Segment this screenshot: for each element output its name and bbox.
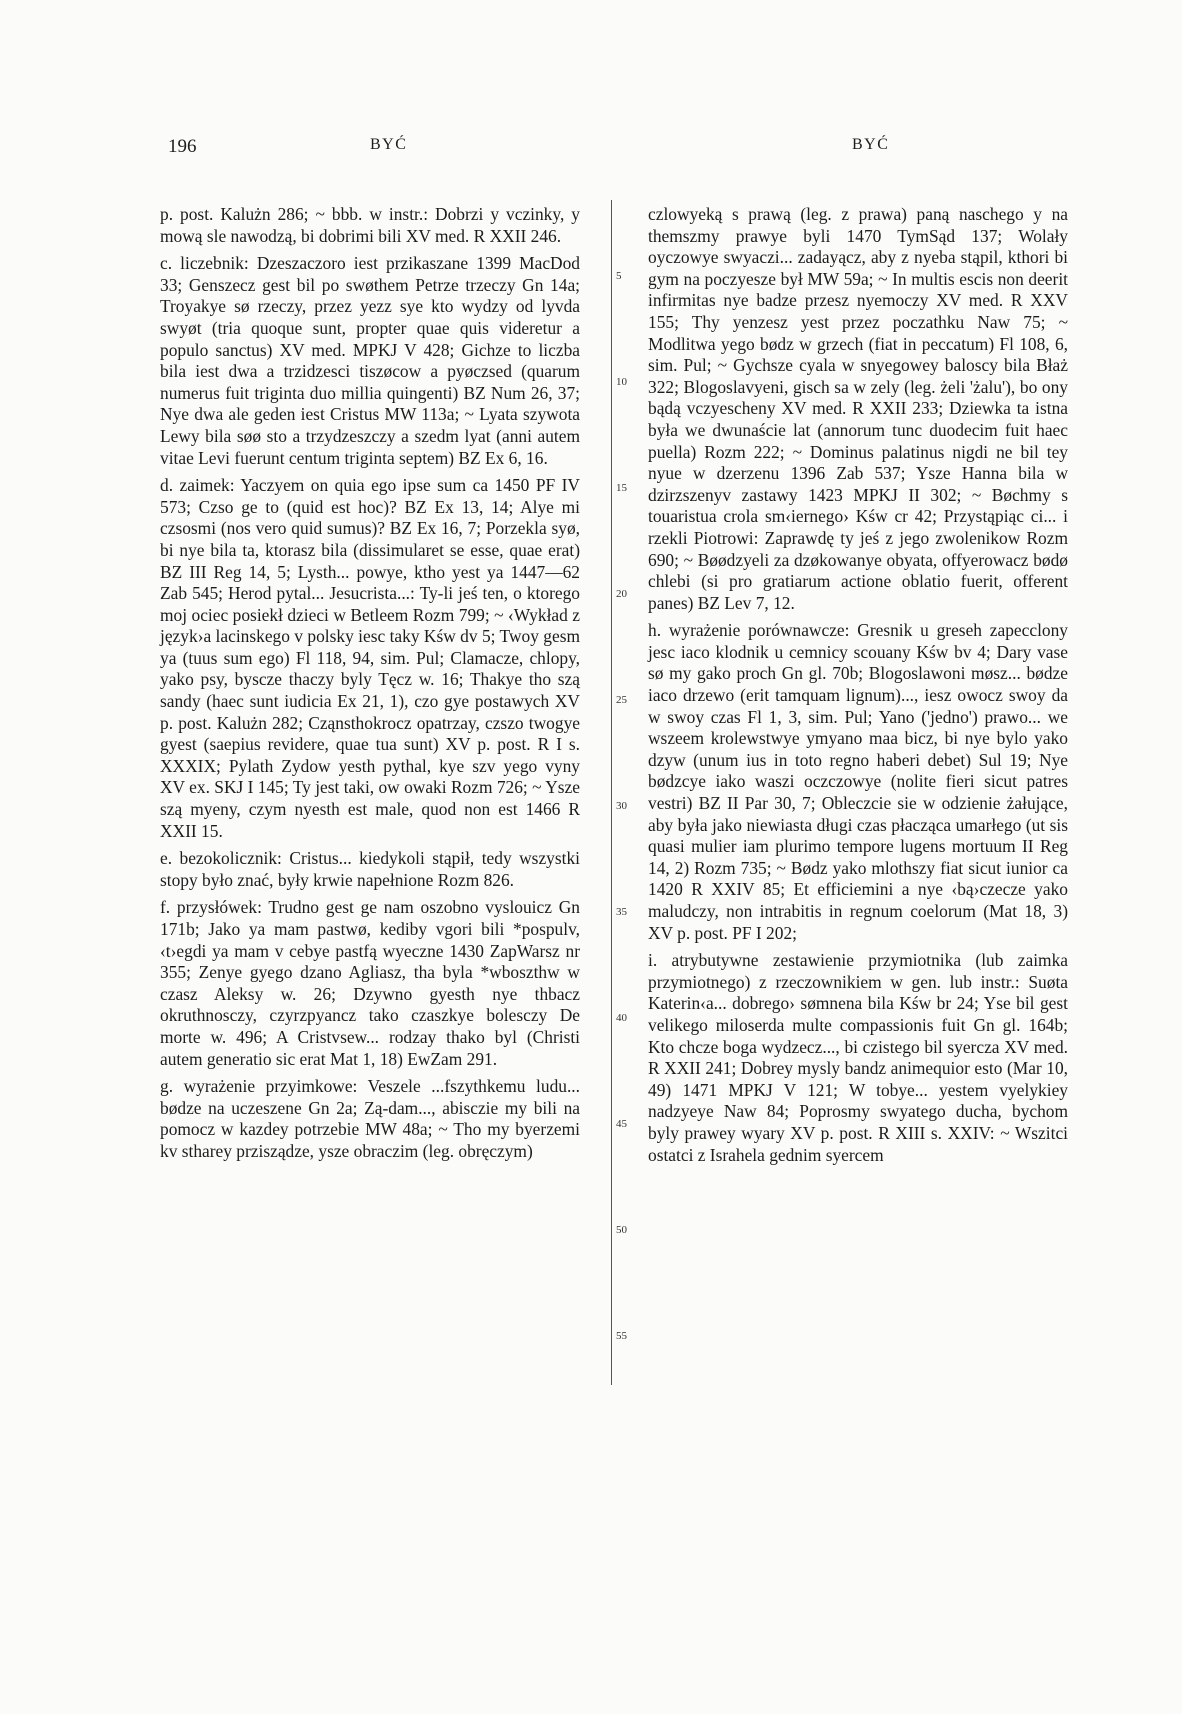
line-number: 50 — [616, 1224, 627, 1236]
line-number: 5 — [616, 270, 622, 282]
right-column — [648, 204, 1068, 1166]
line-number: 45 — [616, 1118, 627, 1130]
entry-paragraph: czlowyeką s prawą (leg. z prawa) paną naschego y na themszmy prawye byli 1470 TymSąd 137; Wolały oyczowye swyaczi... zadayącz, aby z nyeba stąpil, kthori bi gym na poczyesze był MW 59a; ~ In multis escis non deerit infirmitas nye badze przesz nyemoczy XV med. R XXV 155; Thy yenzesz yest przez poczathku Naw 75; ~ Modlitwa yego bødz w grzech (fiat in peccatum) Fl 108, 6, sim. Pul; ~ Gychsze cyala w snyegowey baloscy bila Błaż 322; Blogoslavyeni, gisch sa w zely (leg. żeli 'żalu'), bo ony bądą vczyescheny XV med. R XXII 233; Dziewka ta istna była we dwunaście lat (annorum tunc duodecim fuit haec puella) Rozm 222; ~ Dominus palatinus nigdi ne bil tey nyue w dzerzenu 1396 Zab 537; Ysze Hanna bila w dzirzszenyv zastawy 1423 MPKJ II 302; ~ Bøchmy s touaristua crola sm‹iernego› Kśw cr 42; Przystąpiąc ci... i rzekli Piotrowi: Zaprawdę ty jeś z jego zwolenikow Rozm 690; ~ Bøødzyeli za dzøkowanye obyata, offyerowacz bødø chlebi (si pro gratiarum actione oblatio fuerit, offerent panes) BZ Lev 7, 12. — [648, 204, 1068, 613]
entry-paragraph: g. wyrażenie przyimkowe: Veszele ...fszythkemu ludu... bødze na uczeszene Gn 2a; Zą-dam..., abisczie my bili na pomocz w kazdey potrzebie MW 48a; ~ Tho my byerzemi kv stharey przisządze, ysze obraczim (leg. obręczym) — [160, 1076, 580, 1161]
line-number: 20 — [616, 588, 627, 600]
column-divider — [611, 200, 612, 1385]
line-number: 10 — [616, 376, 627, 388]
entry-paragraph: c. liczebnik: Dzeszaczoro iest przikaszane 1399 MacDod 33; Genszecz gest bil po swøthem Petrze trzeczy Gn 14a; Troyakye sø rzeczy, przez yezz sye kto wydzy od lyvda swyøt (tria quoque sunt, propter quae quis videretur a populo sanctus) XV med. MPKJ V 428; Gichze to liczba bila iest dwa a trzidzesci tiszøcow a pyøczsed (quarum numerus fuit triginta duo millia quingenti) BZ Num 26, 37; Nye dwa ale geden iest Cristus MW 113a; ~ Lyata szywota Lewy bila søø sto a trzydzeszczy a szedm lyat (anni autem vitae Levi fuerunt centum triginta septem) BZ Ex 6, 16. — [160, 253, 580, 468]
line-number: 40 — [616, 1012, 627, 1024]
running-head-right: BYĆ — [852, 136, 890, 153]
entry-paragraph: i. atrybutywne zestawienie przymiotnika (lub zaimka przymiotnego) z rzeczownikiem w gen. lub instr.: Suøta Katerin‹a... dobrego› sømnena bila Kśw br 24; Yse bil gest velikego miloserda multe compassionis fuit Gn gl. 164b; Kto chcze boga wydzecz..., bi czistego bil syercza XV med. R XXII 241; Dobrey mysly bandz animequior esto (Mar 10, 49) 1471 MPKJ V 121; W tobye... yestem vyelykiey nadzyeye Naw 84; Poprosmy swyatego ducha, bychom byly prawey wyary XV p. post. R XIII s. XXIV: ~ Wszitci ostatci z Israhela gednim syercem — [648, 950, 1068, 1165]
left-column — [160, 204, 580, 1163]
entry-paragraph: p. post. Kalużn 286; ~ bbb. w instr.: Dobrzi y vczinky, y mową sle nawodzą, bi dobrimi bili XV med. R XXII 246. — [160, 204, 580, 246]
page-header — [0, 136, 1182, 166]
entry-paragraph: f. przysłówek: Trudno gest ge nam oszobno vyslouicz Gn 171b; Jako ya mam pastwø, kediby vgori bili *pospulv, ‹t›egdi ya mam v cebye pastfą wyeczne 1430 ZapWarsz nr 355; Zenye gyego dzano Agliasz, tha byla *wboszthw w czasz Aleksy w. 26; Dzywno gyesth nye thbacz okruthnosczy, czyrzpyancz tako czaszkye bolesczy De morte w. 496; A Cristvsew... rodzay thako byl (Christi autem generatio sic erat Mat 1, 18) EwZam 291. — [160, 897, 580, 1069]
line-number: 15 — [616, 482, 627, 494]
line-number: 55 — [616, 1330, 627, 1342]
running-head-left: BYĆ — [370, 136, 408, 153]
entry-paragraph: d. zaimek: Yaczyem on quia ego ipse sum ca 1450 PF IV 573; Czso ge to (quid est hoc)? BZ Ex 13, 14; Alye mi czsosmi (nos vero quid sumus)? BZ Ex 16, 7; Porzekla syø, bi nye bila ta, ktorasz bila (dissimularet se esse, quae erat) BZ III Reg 14, 5; Lysth... powye, ktho yest ya 1447—62 Zab 545; Herod pytal... Jesucrista...: Ty-li jeś ten, o ktorego moj ociec posiekł dzieci w Betleem Rozm 799; ~ ‹Wykład z język›a lacinskego v polsky iesc taky Kśw dv 5; Twoy gesm ya (tuus sum ego) Fl 118, 94, sim. Pul; Clamacze, chlopy, yako psy, byscze thaczy byly Tęcz w. 16; Thakye tho szą sandy (haec sunt iudicia Ex 21, 1), czo gye postawych XV p. post. Kalużn 282; Cząnsthokrocz opatrzay, czszo twogye gyest (saepius revidere, quae tua sunt) XV p. post. R I s. XXXIX; Pylath Zydow yesth pythal, kye szv yego vyny XV ex. SKJ I 145; Ty jest taki, ow owaki Rozm 726; ~ Ysze szą myeny, czym nyesth est male, quod non est 1466 R XXII 15. — [160, 475, 580, 841]
entry-paragraph: h. wyrażenie porównawcze: Gresnik u greseh zapecclony jesc iaco klodnik u cemnicy scouany Kśw bv 4; Dary vase sø my gako proch Gn gl. 70b; Blogoslawoni møsz... bødze iaco drzewo (erit tamquam lignum)..., iesz owocz swoy da w swoy czas Fl 1, 3, sim. Pul; Yano ('jedno') prawo... we wszeem krolewstwye ymyano maa bicz, bi nye bylo yako dzyw (unum ius in toto regno haberi debet) Sul 19; Nye bødzcye iako waszi oczczowye (nolite fieri sicut patres vestri) BZ II Par 30, 7; Obleczcie sie w odzienie żałujące, aby była jako niewiasta długi czas płacząca umarłego (ut sis quasi mulier iam plurimo tempore lugens mortuum II Reg 14, 2) Rozm 735; ~ Bødz yako mlothszy fiat sicut iunior ca 1420 R XXIV 85; Et efficiemini a nye ‹bą›czecze yako maludczy, non intrabitis in regnum coelorum (Mat 18, 3) XV p. post. PF I 202; — [648, 620, 1068, 943]
line-number: 35 — [616, 906, 627, 918]
page-number: 196 — [168, 136, 197, 157]
line-number: 25 — [616, 694, 627, 706]
entry-paragraph: e. bezokolicznik: Cristus... kiedykoli stąpił, tedy wszystki stopy było znać, były krwie napełnione Rozm 826. — [160, 848, 580, 890]
line-number: 30 — [616, 800, 627, 812]
